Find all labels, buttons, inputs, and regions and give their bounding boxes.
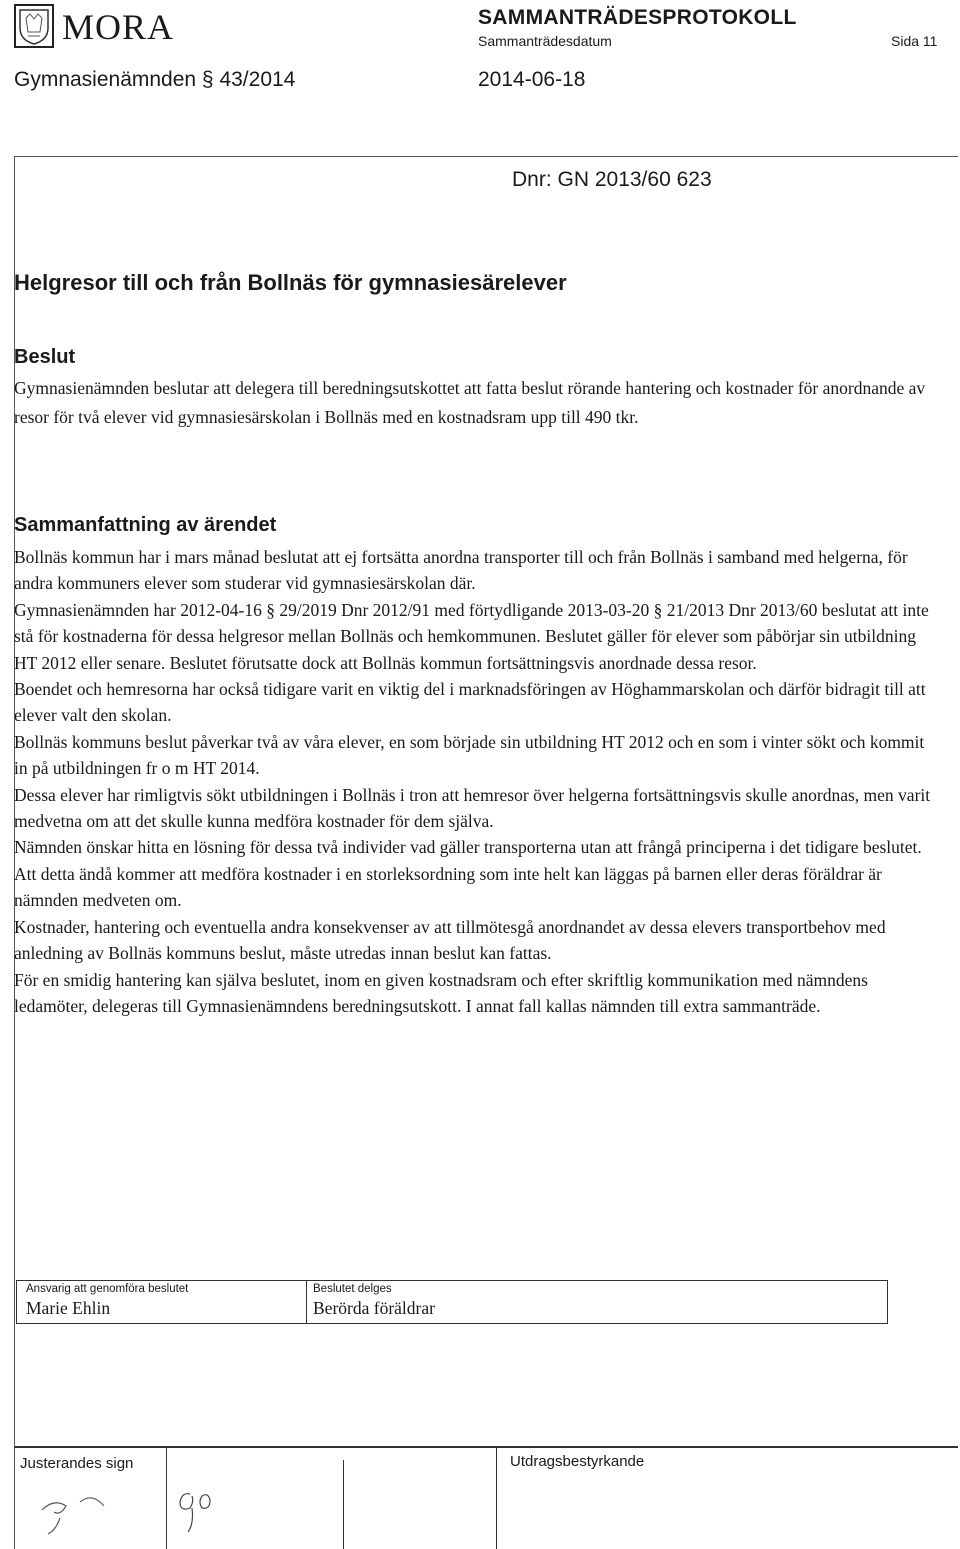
signature-label: Justerandes sign — [20, 1455, 134, 1472]
handwritten-signature-icon — [20, 1472, 340, 1547]
document-type: SAMMANTRÄDESPROTOKOLL — [478, 6, 797, 29]
summary-body — [14, 544, 936, 1019]
responsible-label: Ansvarig att genomföra beslutet — [26, 1283, 189, 1295]
summary-paragraph: Dessa elever har rimligtvis sökt utbildningen i Bollnäs i tron att hemresor över helgerna fortsättningsvis skulle anordnas, men varit medvetna om att det skulle kunna medföra kostnader för dem själva. — [14, 784, 931, 832]
board-section: Gymnasienämnden § 43/2014 — [14, 68, 296, 91]
case-number: Dnr: GN 2013/60 623 — [512, 168, 712, 191]
meeting-date: 2014-06-18 — [478, 68, 586, 91]
summary-paragraph: Kostnader, hantering och eventuella andra konsekvenser av att tillmötesgå anordnandet av dessa elevers transportbehov med anledning av Bollnäs kommuns beslut, måste utredas innan beslut kan fattas. — [14, 916, 886, 964]
header-divider — [14, 156, 958, 157]
table-divider — [306, 1280, 307, 1324]
summary-paragraph: Gymnasienämnden har 2012-04-16 § 29/2019 Dnr 2012/91 med förtydligande 2013-03-20 § 21/2013 Dnr 2013/60 beslutat att inte stå för kostnaderna för dessa helgresor mellan Bollnäs och hemkommunen. Beslutet gäller för elever som påbörjar sin utbildning HT 2012 eller senare. Beslutet förutsatte dock att Bollnäs kommun fortsättningsvis anordnade dessa resor. — [14, 599, 929, 673]
decision-heading: Beslut — [14, 346, 76, 368]
signature-box-line — [343, 1460, 344, 1549]
summary-paragraph: Boendet och hemresorna har också tidigare varit en viktig del i marknadsföringen av Höghammarskolan och därför bidragit till att elever valt den skolan. — [14, 679, 926, 726]
coat-of-arms-icon — [14, 4, 54, 48]
certification-label: Utdragsbestyrkande — [510, 1453, 645, 1470]
summary-heading: Sammanfattning av ärendet — [14, 514, 277, 536]
responsible-value: Marie Ehlin — [26, 1298, 111, 1318]
signature-divider — [14, 1446, 958, 1448]
notified-label: Beslutet delges — [313, 1283, 392, 1295]
org-logo-text: MORA — [62, 7, 175, 47]
date-label: Sammanträdesdatum — [478, 33, 612, 49]
decision-text: Gymnasienämnden beslutar att delegera till beredningsutskottet att fatta beslut rörande hantering och kostnader för anordnande av resor för två elever vid gymnasiesärskolan i Bollnäs med en kostnadsram upp till 490 tkr. — [14, 378, 926, 427]
summary-paragraph: För en smidig hantering kan själva beslutet, inom en given kostnadsram och efter skriftlig kommunikation med nämndens ledamöter, delegeras till Gymnasienämndens beredningsutskott. I annat fall kallas nämnden till extra sammanträde. — [14, 969, 868, 1016]
signature-box-line — [496, 1446, 497, 1549]
notified-value: Berörda föräldrar — [313, 1298, 435, 1318]
summary-paragraph: Nämnden önskar hitta en lösning för dessa två individer vad gäller transporterna utan att frångå principerna i det tidigare beslutet. Att detta ändå kommer att medföra kostnader i en storleksordning som inte helt kan läggas på barnen eller deras föräldrar är nämnden medveten om. — [14, 837, 922, 911]
summary-paragraph: Bollnäs kommuns beslut påverkar två av våra elever, en som började sin utbildning HT 2012 och en som i vinter sökt och kommit in på utbildningen fr o m HT 2014. — [14, 731, 925, 779]
summary-paragraph: Bollnäs kommun har i mars månad beslutat att ej fortsätta anordna transporter till och från Bollnäs i samband med helgerna, för andra kommuners elever som studerar vid gymnasiesärskolan där. — [14, 547, 908, 594]
page-number: Sida 11 — [891, 33, 938, 49]
page-title: Helgresor till och från Bollnäs för gymnasiesärelever — [14, 270, 567, 295]
